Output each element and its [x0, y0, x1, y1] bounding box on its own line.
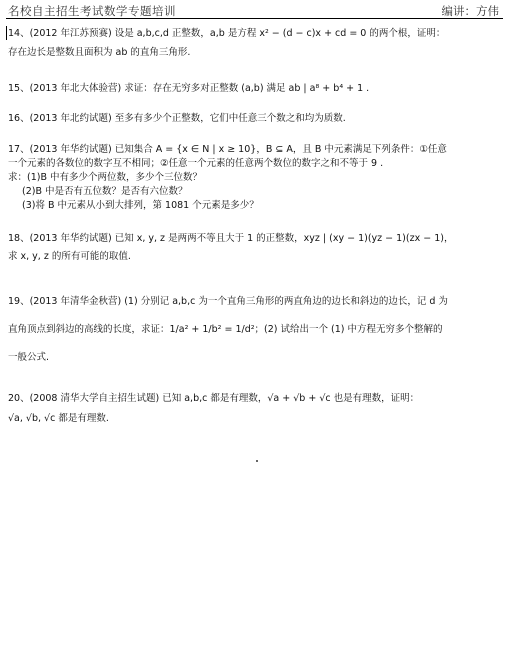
header-title: 名校自主招生考试数学专题培训 [8, 4, 176, 18]
page-mark [256, 460, 258, 462]
problem-20 [8, 392, 500, 426]
text-cursor [6, 26, 7, 40]
problem-16 [8, 112, 500, 126]
problem-18 [8, 232, 500, 264]
problem-line: 一个元素的各数位的数字互不相同；②任意一个元素的任意两个数位的数字之和不等于 9 . [8, 158, 384, 169]
problem-15 [8, 82, 500, 96]
page-header [6, 2, 503, 19]
problem-line: 18、(2013 年华约试题) 已知 x, y, z 是两两不等且大于 1 的正整数，xyz | (xy − 1)(yz − 1)(zx − 1)， [8, 233, 454, 244]
problem-line: 16、(2013 年北约试题) 至多有多少个正整数，它们中任意三个数之和均为质数. [8, 113, 346, 124]
problem-19 [8, 295, 500, 365]
problem-line: 存在边长是整数且面积为 ab 的直角三角形. [8, 47, 191, 58]
problem-line: (2)B 中是否有五位数？是否有六位数？ [22, 186, 188, 197]
problem-14 [8, 26, 500, 60]
problem-line: 14、(2012 年江苏预赛) 设是 a,b,c,d 正整数，a,b 是方程 x² − (d − c)x + cd = 0 的两个根，证明： [8, 28, 446, 39]
problem-line: 20、(2008 清华大学自主招生试题) 已知 a,b,c 都是有理数，√a + √b + √c 也是有理数，证明： [8, 393, 420, 404]
problem-line: 求：(1)B 中有多少个两位数，多少个三位数？ [8, 172, 202, 183]
problem-line: 一般公式. [8, 352, 50, 363]
header-author: 编讲：方伟 [441, 4, 499, 18]
problem-line: 15、(2013 年北大体验营) 求证：存在无穷多对正整数 (a,b) 满足 ab | a⁸ + b⁴ + 1 . [8, 83, 370, 94]
problem-line: 直角顶点到斜边的高线的长度，求证：1/a² + 1/b² = 1/d²；(2) 试给出一个 (1) 中方程无穷多个整解的 [8, 324, 443, 335]
problem-line: 17、(2013 年华约试题) 已知集合 A = {x ∈ N | x ≥ 10}，B ⊆ A，且 B 中元素满足下列条件：①任意 [8, 144, 447, 155]
problem-line: 19、(2013 年清华金秋营) (1) 分别记 a,b,c 为一个直角三角形的两直角边的边长和斜边的边长，记 d 为 [8, 296, 448, 307]
problem-line: 求 x, y, z 的所有可能的取值. [8, 251, 131, 262]
problem-line: √a, √b, √c 都是有理数. [8, 413, 109, 424]
problem-17 [8, 143, 500, 213]
problem-line: (3)将 B 中元素从小到大排列，第 1081 个元素是多少？ [22, 200, 259, 211]
